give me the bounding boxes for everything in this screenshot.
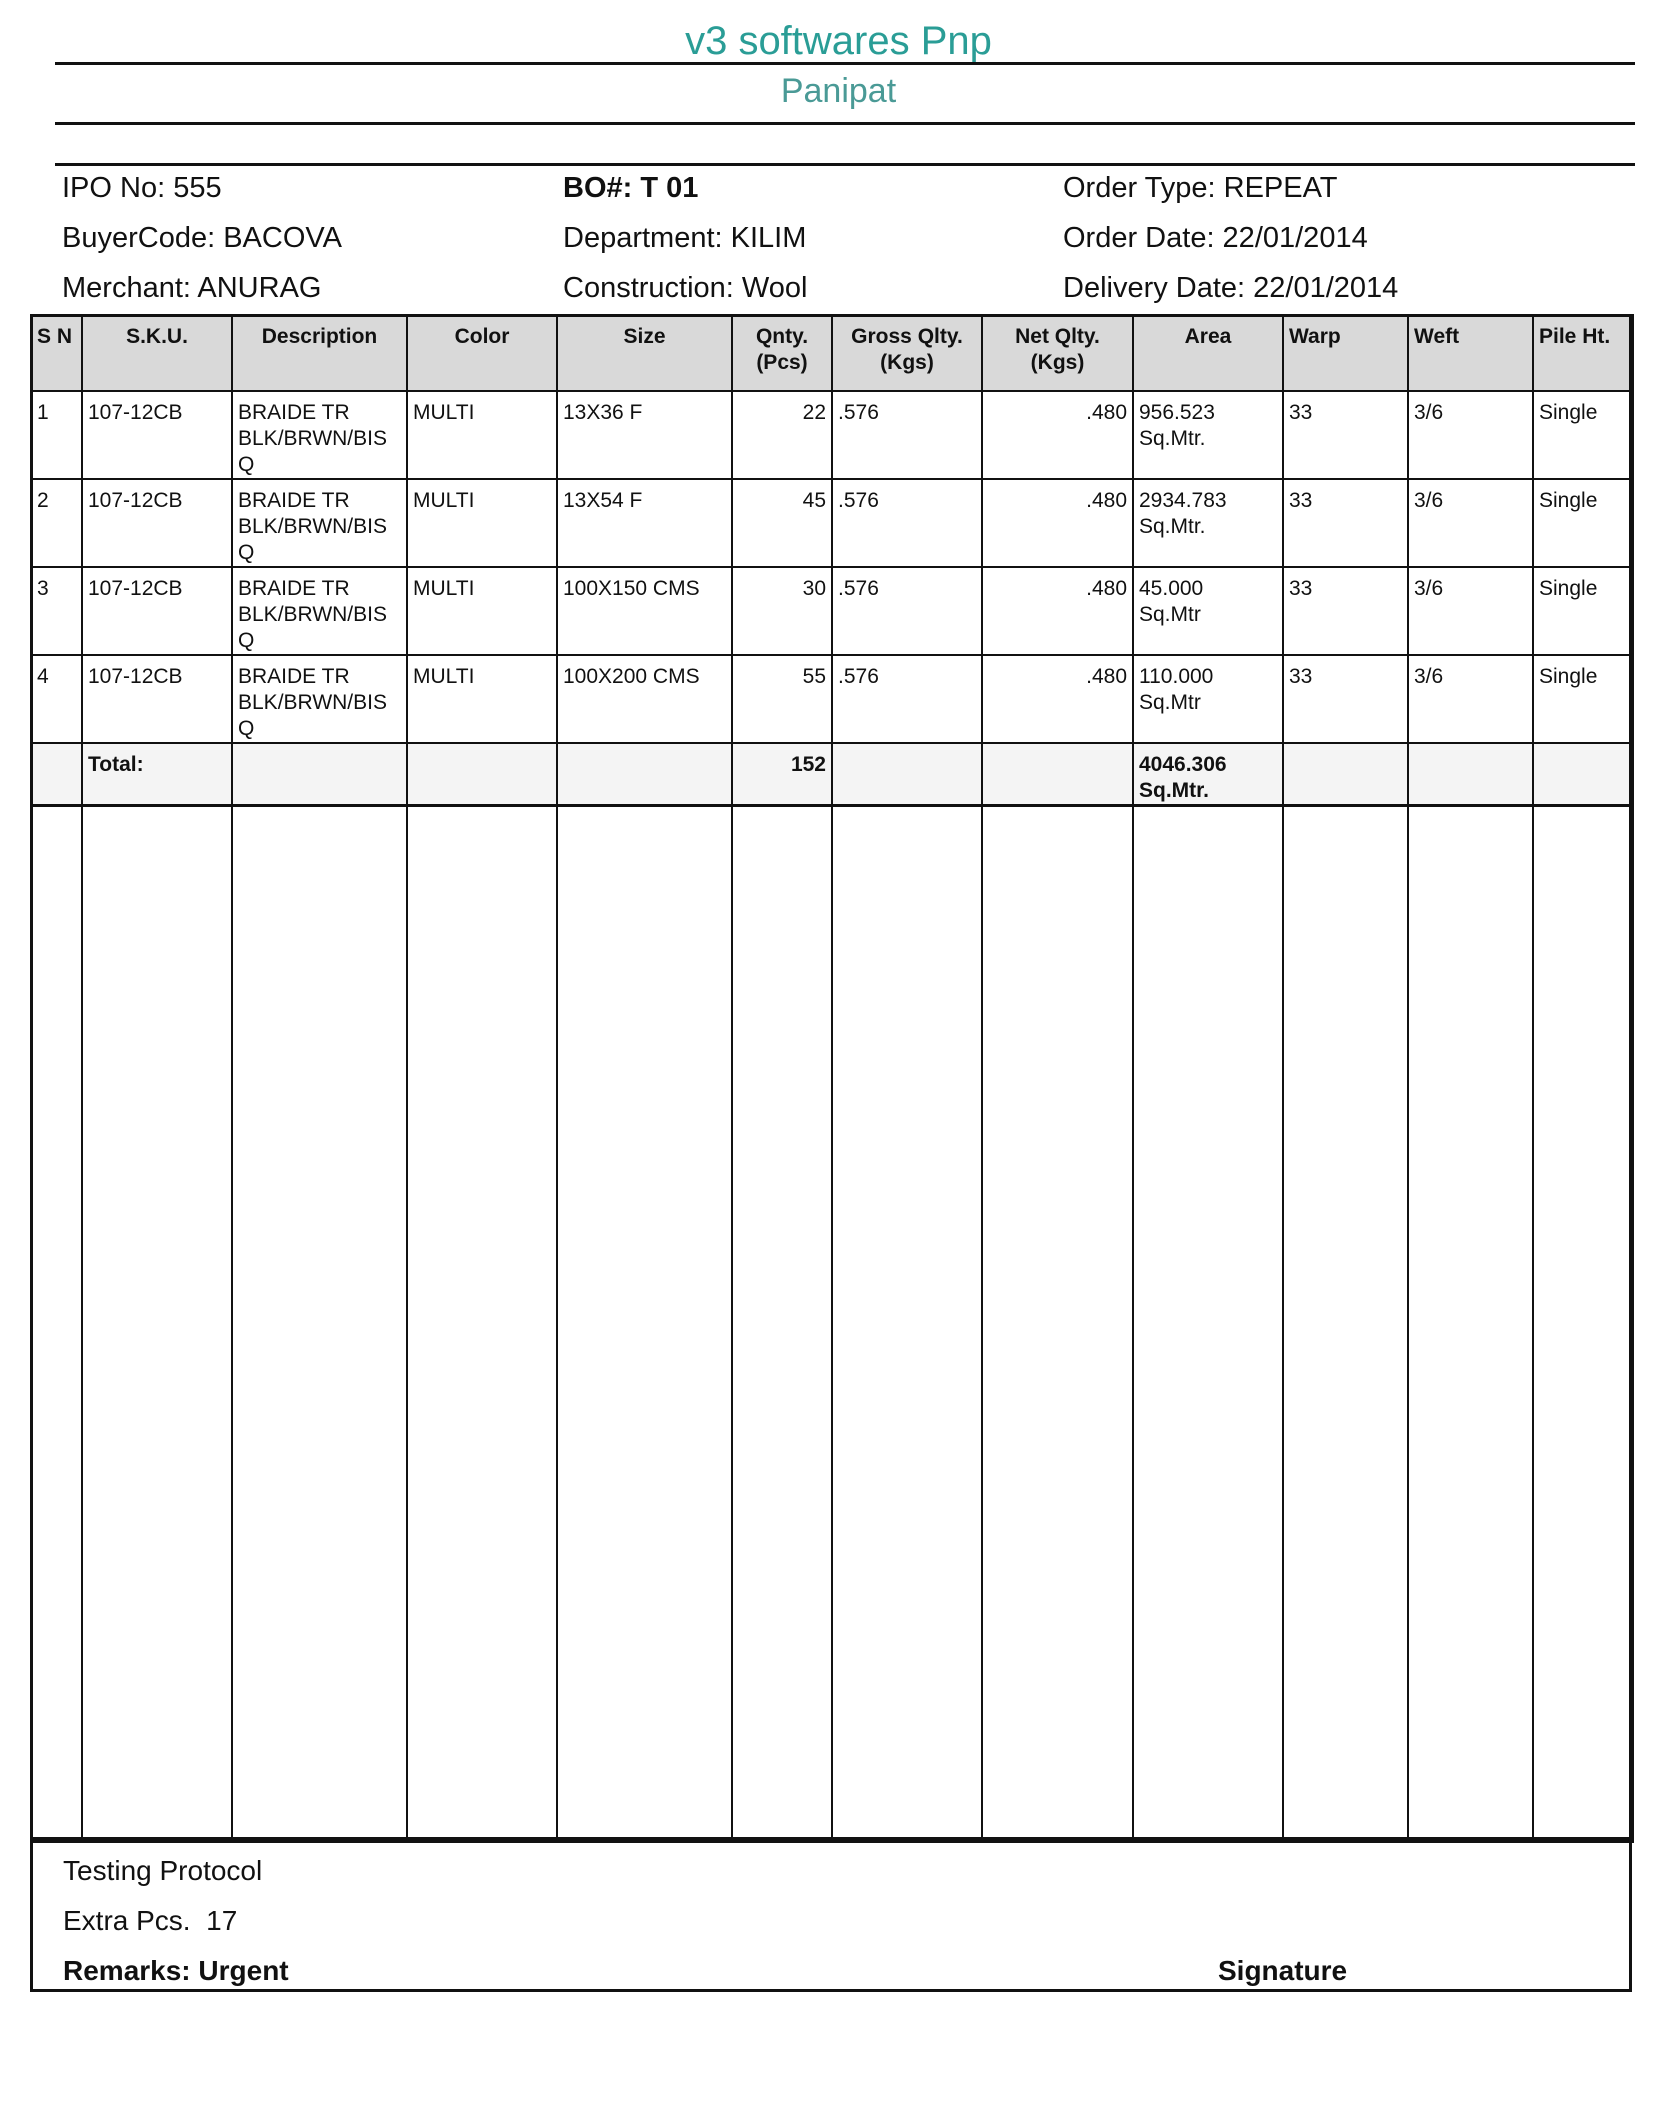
cell-size: 100X200 CMS xyxy=(557,655,732,743)
col-header-color: Color xyxy=(407,315,557,391)
cell-sn: 1 xyxy=(31,391,82,479)
col-header-net-l2: (Kgs) xyxy=(1030,351,1085,374)
cell-weft: 3/6 xyxy=(1408,479,1533,567)
cell-pile: Single xyxy=(1533,391,1633,479)
cell-area-unit: Sq.Mtr. xyxy=(1139,427,1206,450)
col-header-warp: Warp xyxy=(1283,315,1408,391)
cell-qnty: 45 xyxy=(732,479,832,567)
cell-color: MULTI xyxy=(407,479,557,567)
cell-description: BRAIDE TR BLK/BRWN/BIS Q xyxy=(232,391,407,479)
cell-weft: 3/6 xyxy=(1408,391,1533,479)
col-header-size: Size xyxy=(557,315,732,391)
company-name: v3 softwares Pnp xyxy=(685,19,992,63)
department: Department: KILIM xyxy=(563,222,807,254)
cell-warp: 33 xyxy=(1283,655,1408,743)
merchant: Merchant: ANURAG xyxy=(62,272,322,304)
cell-weft: 3/6 xyxy=(1408,655,1533,743)
cell-gross: .576 xyxy=(832,391,982,479)
extra-pieces: Extra Pcs. 17 xyxy=(63,1905,238,1936)
company-city: Panipat xyxy=(780,72,897,110)
cell-description: BRAIDE TR BLK/BRWN/BIS Q xyxy=(232,567,407,655)
cell-area-value: 2934.783 xyxy=(1139,489,1227,512)
cell-color: MULTI xyxy=(407,391,557,479)
table-outer-border xyxy=(30,314,1632,1840)
cell-sku: 107-12CB xyxy=(82,567,232,655)
header-rule-3 xyxy=(55,163,1635,166)
order-date: Order Date: 22/01/2014 xyxy=(1063,222,1368,254)
cell-area-value: 956.523 xyxy=(1139,401,1215,424)
cell-size: 13X36 F xyxy=(557,391,732,479)
cell-warp: 33 xyxy=(1283,567,1408,655)
cell-pile: Single xyxy=(1533,567,1633,655)
cell-qnty: 30 xyxy=(732,567,832,655)
total-label: Total: xyxy=(82,743,232,806)
header-rule-1 xyxy=(55,62,1635,65)
cell-sku: 107-12CB xyxy=(82,479,232,567)
cell-color: MULTI xyxy=(407,655,557,743)
total-area-unit: Sq.Mtr. xyxy=(1139,779,1210,802)
cell-area-unit: Sq.Mtr xyxy=(1139,691,1201,714)
col-header-net-l1: Net Qlty. xyxy=(1015,325,1100,348)
cell-area-unit: Sq.Mtr. xyxy=(1139,515,1206,538)
cell-sn: 2 xyxy=(31,479,82,567)
cell-area-value: 110.000 xyxy=(1139,665,1214,688)
col-header-sn: S N xyxy=(31,315,82,391)
total-qnty: 152 xyxy=(732,743,832,806)
cell-sku: 107-12CB xyxy=(82,655,232,743)
cell-net: .480 xyxy=(982,391,1133,479)
remarks: Remarks: Urgent xyxy=(63,1955,289,1986)
col-header-gross-l1: Gross Qlty. xyxy=(851,325,963,348)
cell-gross: .576 xyxy=(832,655,982,743)
cell-pile: Single xyxy=(1533,479,1633,567)
ipo-number: IPO No: 555 xyxy=(62,172,222,204)
cell-gross: .576 xyxy=(832,479,982,567)
buyer-code: BuyerCode: BACOVA xyxy=(62,222,342,254)
col-header-weft: Weft xyxy=(1408,315,1533,391)
cell-qnty: 22 xyxy=(732,391,832,479)
col-header-gross-l2: (Kgs) xyxy=(880,351,934,374)
cell-area-unit: Sq.Mtr xyxy=(1139,603,1201,626)
cell-net: .480 xyxy=(982,567,1133,655)
col-header-sku: S.K.U. xyxy=(82,315,232,391)
total-area-value: 4046.306 xyxy=(1139,753,1227,776)
cell-warp: 33 xyxy=(1283,479,1408,567)
col-header-qnty-l2: (Pcs) xyxy=(756,351,808,374)
cell-description: BRAIDE TR BLK/BRWN/BIS Q xyxy=(232,655,407,743)
cell-net: .480 xyxy=(982,479,1133,567)
cell-qnty: 55 xyxy=(732,655,832,743)
cell-warp: 33 xyxy=(1283,391,1408,479)
cell-description: BRAIDE TR BLK/BRWN/BIS Q xyxy=(232,479,407,567)
cell-size: 13X54 F xyxy=(557,479,732,567)
cell-pile: Single xyxy=(1533,655,1633,743)
col-header-description: Description xyxy=(232,315,407,391)
bo-number: BO#: T 01 xyxy=(563,172,699,204)
cell-gross: .576 xyxy=(832,567,982,655)
footer-box xyxy=(30,1840,1632,1992)
cell-sku: 107-12CB xyxy=(82,391,232,479)
col-header-pile: Pile Ht. xyxy=(1533,315,1633,391)
cell-color: MULTI xyxy=(407,567,557,655)
testing-protocol: Testing Protocol xyxy=(63,1855,263,1886)
cell-size: 100X150 CMS xyxy=(557,567,732,655)
cell-sn: 4 xyxy=(31,655,82,743)
construction: Construction: Wool xyxy=(563,272,808,304)
delivery-date: Delivery Date: 22/01/2014 xyxy=(1063,272,1399,304)
header-rule-2 xyxy=(55,122,1635,125)
cell-weft: 3/6 xyxy=(1408,567,1533,655)
cell-sn: 3 xyxy=(31,567,82,655)
cell-net: .480 xyxy=(982,655,1133,743)
cell-area-value: 45.000 xyxy=(1139,577,1204,600)
col-header-qnty-l1: Qnty. xyxy=(755,325,809,348)
signature-label: Signature xyxy=(1218,1955,1348,1986)
order-type: Order Type: REPEAT xyxy=(1063,172,1338,204)
col-header-area: Area xyxy=(1133,315,1283,391)
